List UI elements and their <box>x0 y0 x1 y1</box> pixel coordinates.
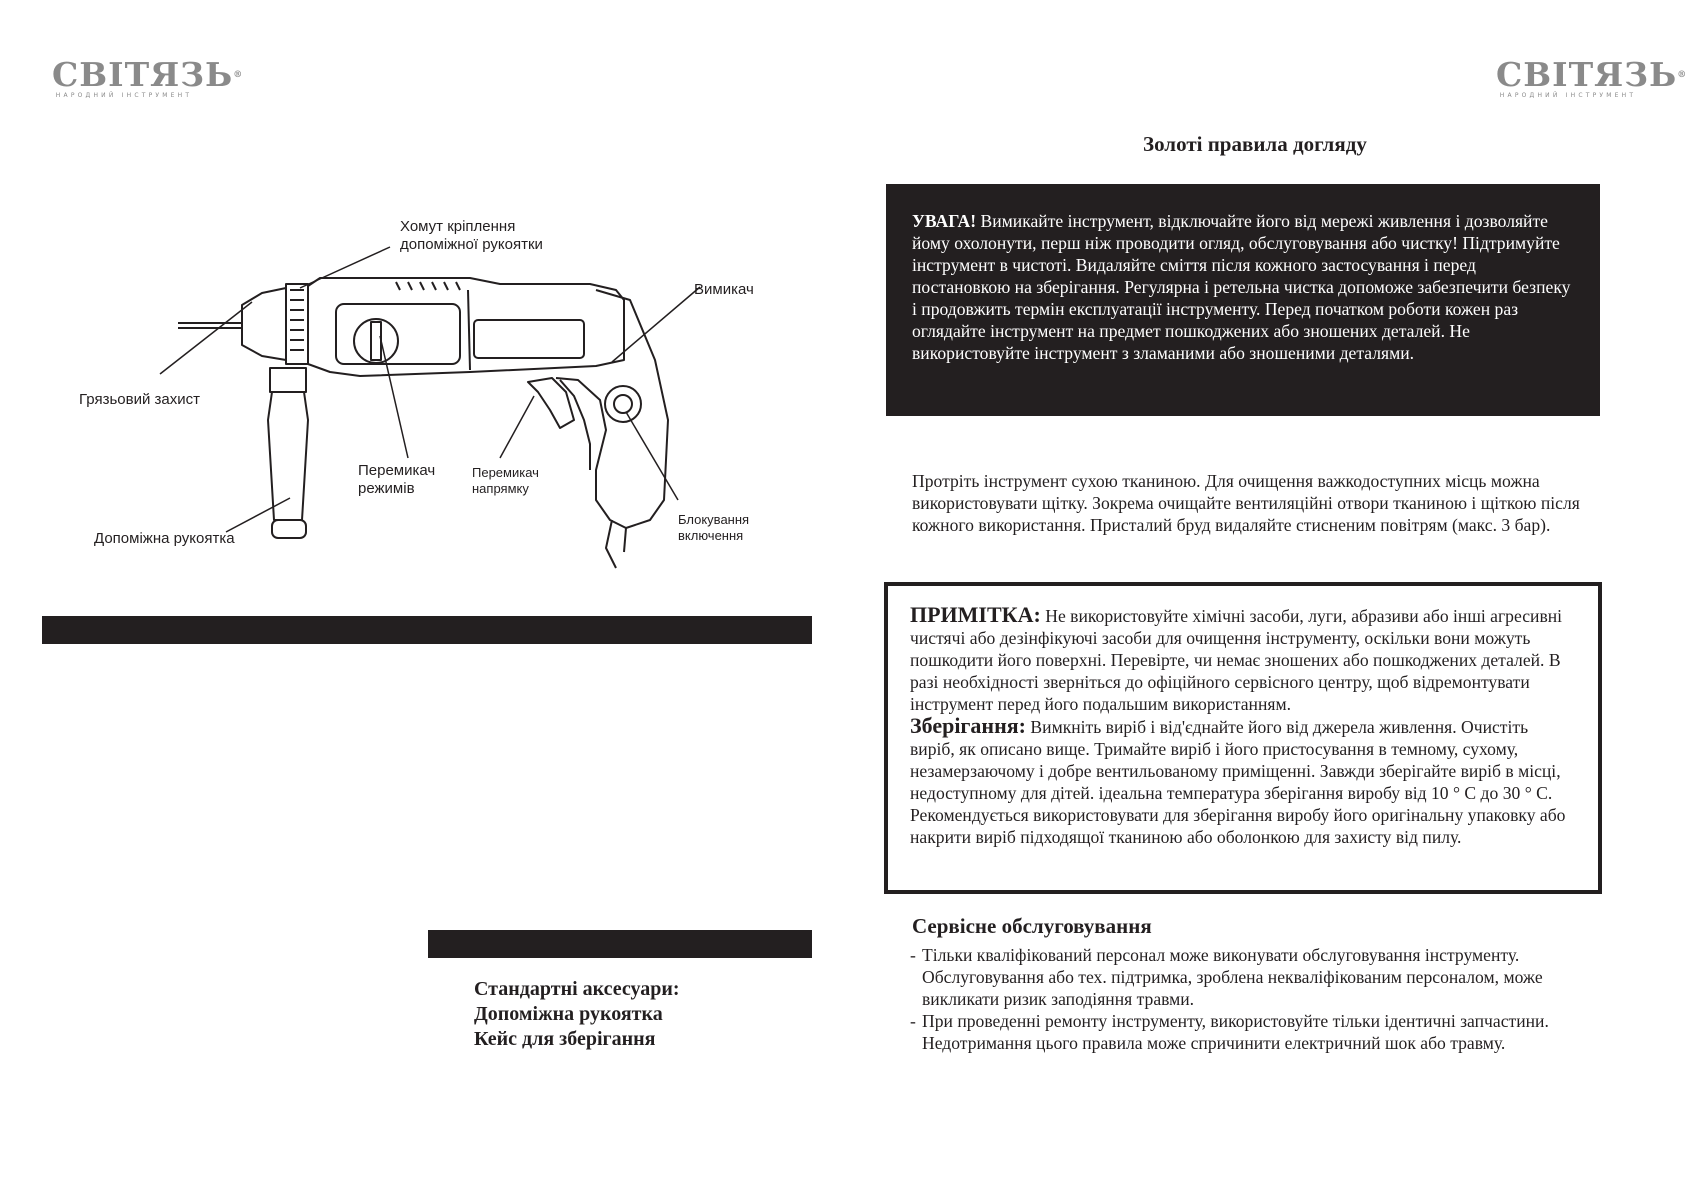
accessory-item: Допоміжна рукоятка <box>474 1003 663 1025</box>
lock-button <box>605 386 641 422</box>
label-mode-switch: Перемикач режимів <box>358 462 436 497</box>
brand-tagline: НАРОДНИЙ ІНСТРУМЕНТ <box>55 92 193 99</box>
aux-handle-grip <box>268 392 308 520</box>
service-title: Сервісне обслуговування <box>912 914 1152 938</box>
note-text: Не використовуйте хімічні засоби, луги, абразиви або інші агресивні чистячі або дезінфікуючі засоби для очищення інструменту, оскільки вони можуть пошкодити його поверхні. Перевірте, чи немає зношених або пошкоджених деталей. В разі необхідності зверніться до офіційного сервісного центру, щоб відремонтувати інструмент перед його подальшим використанням. <box>910 606 1563 714</box>
note-box <box>884 582 1602 894</box>
list-item: - Тільки кваліфікований персонал може виконувати обслуговування інструменту. Обслуговування або тех. підтримка, зроблена некваліфікованим персоналом, може викликати ризик заподіяння травми. <box>910 945 1543 1009</box>
page-title: Золоті правила догляду <box>1143 132 1367 156</box>
label-switch: Вимикач <box>694 281 754 298</box>
storage-label: Зберігання: <box>910 713 1027 738</box>
label-clamp: Хомут кріплення допоміжної рукоятки <box>400 218 543 253</box>
cleaning-text: Протріть інструмент сухою тканиною. Для очищення важкодоступних місць можна використовувати щітку. Зокрема очищайте вентиляційні отвори тканиною і щіткою після кожного використання. Присталий бруд видаляйте стисненим повітрям (макс. 3 бар). <box>912 471 1580 535</box>
accessory-item: Кейс для зберігання <box>474 1028 656 1050</box>
accessories-heading: Стандартні аксесуари: <box>474 978 680 1000</box>
brand-name: СВІТЯЗЬ <box>52 55 234 94</box>
label-lock: Блокування включення <box>678 512 750 543</box>
label-direction-switch: Перемикач напрямку <box>472 465 539 496</box>
label-aux-handle: Допоміжна рукоятка <box>94 530 235 547</box>
accessories-list <box>474 977 680 1052</box>
dust-guard-ring <box>286 284 308 364</box>
chuck <box>242 288 286 360</box>
brand-logo-left <box>52 55 244 100</box>
nameplate <box>474 320 584 358</box>
aux-handle-cap <box>272 520 306 538</box>
section-bar-1 <box>42 616 812 644</box>
list-item: - При проведенні ремонту інструменту, використовуйте тільки ідентичні запчастини. Недотримання цього правила може спричинити електричний шок або травму. <box>910 1011 1549 1053</box>
warning-text: Вимикайте інструмент, відключайте його від мережі живлення і дозволяйте йому охолонути, перш ніж проводити огляд, обслуговування або чистку! Підтримуйте інструмент в чистоті. Видаляйте сміття після кожного застосування і перед постановкою на зберігання. Регулярна і ретельна чистка допоможе забезпечити безпеку і продовжить термін експлуатації інструменту. Перед початком роботи кожен раз оглядайте інструмент на предмет пошкоджених або зношених деталей. Не використовуйте інструмент з зламаними або зношеними деталями. <box>912 211 1571 363</box>
brand-logo-right <box>1496 55 1687 100</box>
aux-handle-collar <box>270 368 306 392</box>
power-cord <box>606 520 616 568</box>
label-dust-guard: Грязьовий захист <box>79 391 200 408</box>
mode-switch-knob <box>354 319 398 363</box>
trigger <box>528 378 574 428</box>
service-list <box>910 944 1622 1054</box>
registered-mark: ® <box>1677 70 1687 80</box>
registered-mark: ® <box>233 70 244 80</box>
drill-body <box>308 278 624 376</box>
brand-name: СВІТЯЗЬ <box>1496 55 1678 94</box>
pistol-grip <box>556 290 668 528</box>
storage-text: Вимкніть виріб і від'єднайте його від джерела живлення. Очистіть виріб, як описано вище. Тримайте виріб і його пристосування в темному, сухому, незамерзаючому і добре вентильованому приміщенні. Завжди зберігайте виріб в місці, недоступному для дітей. ідеальна температура зберігання виробу від 10 ° С до 30 ° С. Рекомендується використовувати для зберігання виробу його оригінальну упаковку або накрити виріб підходящої тканиною або оболонкою для захисту від пилу. <box>910 717 1566 847</box>
brand-tagline: НАРОДНИЙ ІНСТРУМЕНТ <box>1499 92 1637 99</box>
note-label: ПРИМІТКА: <box>910 602 1041 627</box>
section-bar-2 <box>428 930 812 958</box>
warning-label: УВАГА! <box>912 211 977 231</box>
warning-box <box>886 184 1600 416</box>
